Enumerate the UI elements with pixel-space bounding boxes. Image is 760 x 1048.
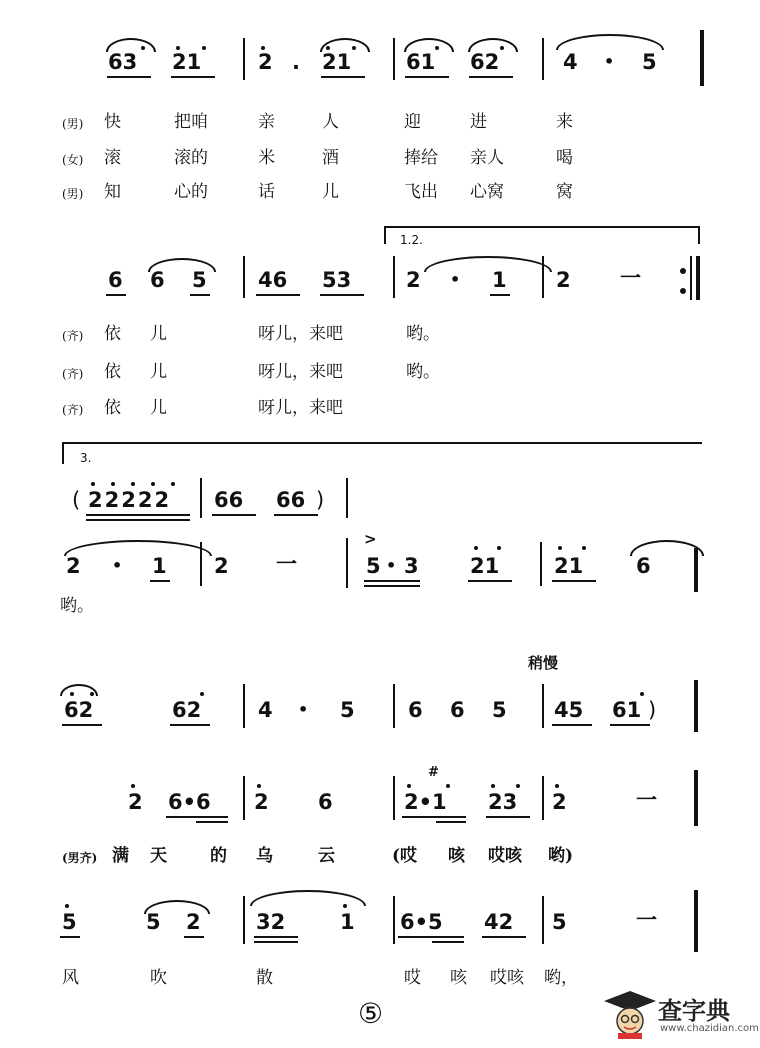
role-all: (齐)	[62, 403, 84, 417]
octave-dot	[176, 46, 180, 50]
beam	[60, 936, 80, 938]
slur	[630, 540, 704, 556]
beam	[166, 816, 228, 818]
note-21b: 21	[322, 50, 352, 74]
barline	[243, 896, 245, 944]
octave-dot	[171, 482, 175, 486]
note: 1	[340, 910, 355, 934]
note-62: 62	[64, 698, 94, 722]
lyric: 飞出	[404, 182, 438, 202]
lyric: 呀儿，来吧	[258, 362, 343, 382]
volta-edge	[384, 226, 386, 244]
repeat-dot	[680, 268, 686, 274]
note-dot: •	[604, 52, 615, 71]
lyric: 呀儿，来吧	[258, 324, 343, 344]
note-45: 45	[554, 698, 584, 722]
lyric: 吹	[150, 968, 167, 988]
lyric: 风	[62, 968, 79, 988]
note-dot: •	[112, 556, 123, 575]
octave-dot	[70, 692, 74, 696]
barline	[243, 684, 245, 728]
lyric: 滚的	[174, 148, 208, 168]
lyric: 心窝	[470, 182, 504, 202]
beam	[86, 519, 190, 521]
slur	[320, 38, 370, 52]
note-42: 42	[484, 910, 514, 934]
note-61: 61	[406, 50, 436, 74]
role-male: (男)	[62, 187, 84, 201]
slur	[404, 38, 454, 52]
notes-22222: 22222	[88, 488, 172, 512]
note: 5	[366, 554, 381, 578]
beam	[364, 585, 420, 587]
lyric: 把咱	[174, 112, 208, 132]
lyric: 来	[556, 112, 573, 132]
slur	[424, 256, 552, 272]
beam	[254, 936, 298, 938]
octave-dot	[407, 784, 411, 788]
note: 6	[318, 790, 333, 814]
note: 2	[66, 554, 81, 578]
beam	[432, 941, 464, 943]
volta-label: 3.	[80, 451, 92, 465]
note-dot: •	[450, 270, 461, 289]
lyric: 窝	[556, 182, 573, 202]
lyric: 哟。	[60, 596, 94, 616]
beam	[107, 76, 151, 78]
note: 1	[492, 268, 507, 292]
beam	[184, 936, 204, 938]
note-32: 32	[256, 910, 286, 934]
note: 5	[62, 910, 77, 934]
note: 21	[554, 554, 584, 578]
lyric: 米	[258, 148, 275, 168]
beam	[212, 514, 256, 516]
barline	[542, 776, 544, 820]
note: 5	[492, 698, 507, 722]
lyric: 散	[256, 968, 273, 988]
note-6-6: 6•6	[168, 790, 211, 814]
note: 5	[192, 268, 207, 292]
barline	[393, 896, 395, 944]
watermark-url[interactable]: www.chazidian.com	[660, 1023, 759, 1034]
lyric: 进	[470, 112, 487, 132]
lyric: 话	[258, 182, 275, 202]
barline	[542, 684, 544, 728]
lyric: 亲人	[470, 148, 504, 168]
note: 2	[556, 268, 571, 292]
dash: 一	[276, 552, 297, 576]
beam	[490, 294, 510, 296]
note: 2	[186, 910, 201, 934]
lyric: 依	[104, 398, 121, 418]
beam	[552, 724, 592, 726]
paren: )	[316, 488, 325, 512]
barline	[200, 478, 202, 518]
octave-dot	[516, 784, 520, 788]
note-66: 66	[214, 488, 244, 512]
note: 6	[408, 698, 423, 722]
lyric: (哎	[392, 846, 418, 866]
beam	[190, 294, 210, 296]
lyric: 哟。	[406, 324, 440, 344]
note: 2	[214, 554, 229, 578]
beam	[486, 816, 530, 818]
barline-end	[694, 770, 698, 826]
repeat-bar	[690, 256, 692, 300]
beam	[106, 294, 126, 296]
beam	[436, 821, 466, 823]
note-6-5: 6•5	[400, 910, 443, 934]
note: 3	[404, 554, 419, 578]
barline	[542, 896, 544, 944]
beam	[610, 724, 650, 726]
note-2-1: 2•1	[404, 790, 447, 814]
beam	[469, 76, 513, 78]
barline	[542, 38, 544, 80]
barline	[393, 776, 395, 820]
beam	[254, 941, 298, 943]
dash: 一	[620, 266, 641, 290]
octave-dot	[111, 482, 115, 486]
sharp-sign: #	[428, 765, 439, 780]
lyric: 云	[318, 846, 335, 866]
volta-edge	[62, 442, 64, 464]
note-2: 2	[258, 50, 273, 74]
lyric: 乌	[256, 846, 273, 866]
barline	[393, 256, 395, 298]
volta-label: 1.2.	[400, 233, 423, 247]
beam	[398, 936, 464, 938]
lyric: 的	[210, 846, 227, 866]
tempo-mark: 稍慢	[528, 654, 559, 672]
accent-mark: >	[364, 530, 377, 548]
note: 21	[470, 554, 500, 578]
beam	[171, 76, 215, 78]
paren: (	[72, 488, 81, 512]
beam	[321, 76, 365, 78]
lyric: 依	[104, 324, 121, 344]
role-male: (男)	[62, 117, 84, 131]
slur	[468, 38, 518, 52]
note: 2	[406, 268, 421, 292]
lyric: 儿	[150, 398, 167, 418]
lyric: 知	[104, 182, 121, 202]
octave-dot	[558, 546, 562, 550]
lyric: 快	[104, 112, 121, 132]
barline	[393, 38, 395, 80]
barline	[346, 538, 348, 588]
lyric: 依	[104, 362, 121, 382]
beam	[405, 76, 449, 78]
slur	[64, 540, 212, 556]
scholar-mascot-icon	[600, 985, 660, 1041]
lyric: 儿	[322, 182, 339, 202]
beam	[62, 724, 102, 726]
repeat-dot	[680, 288, 686, 294]
barline-end	[700, 30, 704, 86]
note-21: 21	[172, 50, 202, 74]
lyric: 哟，	[544, 968, 578, 988]
beam	[150, 580, 170, 582]
octave-dot	[582, 546, 586, 550]
note: 5	[552, 910, 567, 934]
lyric: 亲	[258, 112, 275, 132]
beam	[402, 816, 466, 818]
beam	[552, 580, 596, 582]
octave-dot	[261, 46, 265, 50]
lyric: 满	[112, 846, 129, 866]
repeat-bar-thick	[696, 256, 700, 300]
note-dot: .	[292, 50, 300, 74]
lyric: 呀儿，来吧	[258, 398, 343, 418]
lyric: 哎咳	[490, 968, 524, 988]
slur	[556, 34, 664, 50]
lyric: 咳	[448, 846, 465, 866]
octave-dot	[131, 482, 135, 486]
role-all: (齐)	[62, 329, 84, 343]
lyric: 儿	[150, 362, 167, 382]
note: 1	[152, 554, 167, 578]
note: 2	[552, 790, 567, 814]
octave-dot	[91, 482, 95, 486]
octave-dot	[491, 784, 495, 788]
barline	[346, 478, 348, 518]
note: 4	[258, 698, 273, 722]
slur	[106, 38, 156, 52]
beam	[170, 724, 210, 726]
lyric: 酒	[322, 148, 339, 168]
note-62: 62	[470, 50, 500, 74]
octave-dot	[90, 692, 94, 696]
beam	[468, 580, 512, 582]
note-5: 5	[642, 50, 657, 74]
note: 5	[340, 698, 355, 722]
lyric: 天	[150, 846, 167, 866]
note-62: 62	[172, 698, 202, 722]
watermark-brand: 查字典	[658, 997, 730, 1025]
slur	[144, 900, 210, 914]
lyric: 哎咳	[488, 846, 522, 866]
dash: 一	[636, 908, 657, 932]
note: 6	[108, 268, 123, 292]
volta-edge	[698, 226, 700, 244]
barline-end	[694, 890, 698, 952]
beam	[196, 821, 228, 823]
note: 6	[450, 698, 465, 722]
note: 6	[150, 268, 165, 292]
barline	[540, 542, 542, 586]
barline	[243, 38, 245, 80]
octave-dot	[65, 904, 69, 908]
role-male-all: (男齐)	[62, 851, 98, 865]
note-63: 63	[108, 50, 138, 74]
volta-bracket	[384, 226, 700, 228]
octave-dot	[640, 692, 644, 696]
octave-dot	[257, 784, 261, 788]
lyric: 儿	[150, 324, 167, 344]
site-watermark[interactable]	[600, 985, 759, 1045]
barline	[243, 776, 245, 820]
octave-dot	[474, 546, 478, 550]
slur	[148, 258, 216, 272]
barline	[393, 684, 395, 728]
lyric: 滚	[104, 148, 121, 168]
note: 6	[636, 554, 651, 578]
lyric: 捧给	[404, 148, 438, 168]
note: 53	[322, 268, 352, 292]
beam	[482, 936, 526, 938]
page-number: ⑤	[358, 997, 384, 1030]
note-dot: •	[386, 556, 397, 575]
lyric: 哟。	[406, 362, 440, 382]
note-23: 23	[488, 790, 518, 814]
beam	[256, 294, 300, 296]
octave-dot	[497, 546, 501, 550]
note-61: 61	[612, 698, 642, 722]
barline-end	[694, 680, 698, 732]
lyric: 咳	[450, 968, 467, 988]
beam	[274, 514, 318, 516]
barline	[542, 256, 544, 298]
lyric: 心的	[174, 182, 208, 202]
paren: )	[648, 698, 657, 722]
octave-dot	[131, 784, 135, 788]
lyric: 迎	[404, 112, 421, 132]
volta-bracket	[62, 442, 702, 444]
octave-dot	[343, 904, 347, 908]
note-dot: •	[298, 700, 309, 719]
note: 2	[128, 790, 143, 814]
lyric: 喝	[556, 148, 573, 168]
octave-dot	[200, 692, 204, 696]
role-all: (齐)	[62, 367, 84, 381]
octave-dot	[555, 784, 559, 788]
beam	[364, 580, 420, 582]
role-female: (女)	[62, 153, 84, 167]
note-4: 4	[563, 50, 578, 74]
lyric: 哎	[404, 968, 421, 988]
lyric: 人	[322, 112, 339, 132]
note-66: 66	[276, 488, 306, 512]
lyric: 哟)	[548, 846, 574, 866]
octave-dot	[446, 784, 450, 788]
octave-dot	[151, 482, 155, 486]
barline	[243, 256, 245, 298]
beam	[320, 294, 364, 296]
note: 46	[258, 268, 288, 292]
note: 2	[254, 790, 269, 814]
slur	[250, 890, 366, 906]
dash: 一	[636, 788, 657, 812]
octave-dot	[202, 46, 206, 50]
beam	[86, 514, 190, 516]
note: 5	[146, 910, 161, 934]
